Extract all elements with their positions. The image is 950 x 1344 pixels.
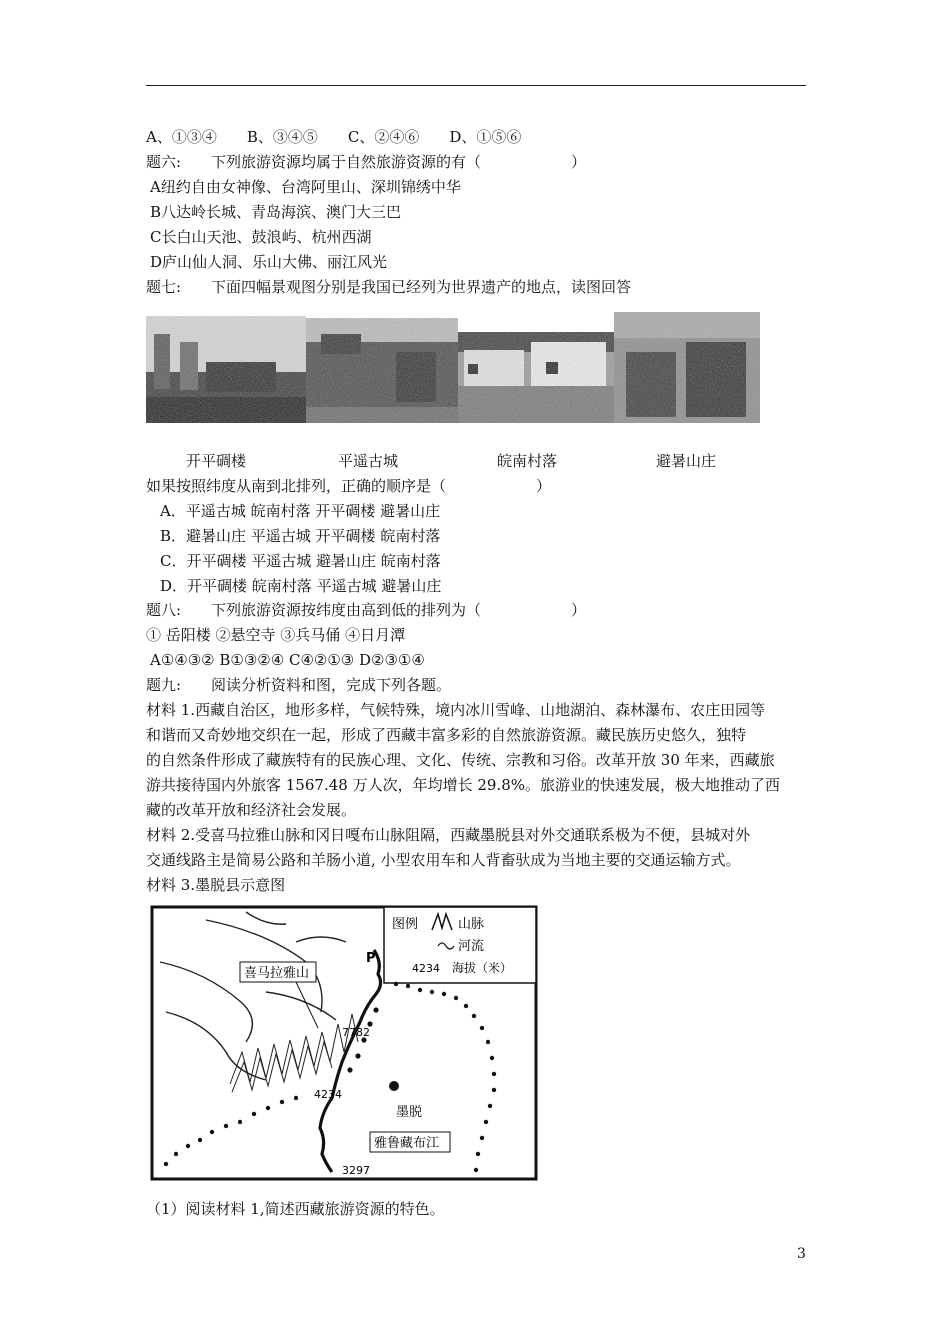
caption-bishu: 避暑山庄 [656, 452, 717, 470]
material2-line2: 交通线路主是简易公路和羊肠小道, 小型农用车和人背畜驮成为当地主要的交通运输方式。 [146, 851, 741, 869]
q6-stem: 题六: 下列旅游资源均属于自然旅游资源的有（ ） [146, 153, 587, 171]
q6-option-b: B八达岭长城、青岛海滨、澳门大三巴 [150, 203, 402, 221]
q9-sub1: （1）阅读材料 1,简述西藏旅游资源的特色。 [146, 1200, 445, 1218]
material1-line5: 藏的改革开放和经济社会发展。 [146, 801, 357, 819]
q7-option-a: A．平遥古城 皖南村落 开平碉楼 避暑山庄 [160, 502, 441, 520]
photo-pingyao [306, 318, 458, 423]
q9-stem: 题九: 阅读分析资料和图，完成下列各题。 [146, 676, 452, 694]
photo-wannan-village [458, 332, 614, 423]
legend-river-label: 河流 [458, 939, 485, 954]
photo-kaiping-diaolou [146, 316, 306, 423]
material1-line4: 游共接待国内外旅客 1567.48 万人次，年均增长 29.8%。旅游业的快速发展，极大地推动了西 [146, 776, 780, 794]
legend-elev-label: 海拔（米） [452, 961, 513, 975]
q7-question: 如果按照纬度从南到北排列，正确的顺序是（ ） [146, 477, 552, 495]
photo-bishu-shanzhuang [614, 312, 760, 423]
page-number: 3 [797, 1246, 806, 1262]
label-yarlung: 雅鲁藏布江 [374, 1136, 440, 1151]
material3-title: 材料 3.墨脱县示意图 [146, 876, 286, 894]
header-rule [146, 85, 806, 86]
label-medog: 墨脱 [396, 1105, 423, 1120]
elev-4234: 4234 [314, 1088, 342, 1101]
legend-mountain-label: 山脉 [458, 917, 485, 932]
q7-stem: 题七: 下面四幅景观图分别是我国已经列为世界遗产的地点，读图回答 [146, 278, 632, 296]
caption-wannan: 皖南村落 [497, 452, 558, 470]
medog-map [146, 902, 542, 1186]
material1-line2: 和谐而又奇妙地交织在一起，形成了西藏丰富多彩的自然旅游资源。藏民族历史悠久，独特 [146, 726, 747, 744]
q5-options: A、①③④ B、③④⑤ C、②④⑥ D、①⑤⑥ [146, 128, 522, 146]
elev-3297: 3297 [342, 1164, 370, 1177]
legend-title: 图例 [392, 917, 419, 932]
q6-option-c: C长白山天池、鼓浪屿、杭州西湖 [150, 228, 372, 246]
q6-option-a: A纽约自由女神像、台湾阿里山、深圳锦绣中华 [150, 178, 461, 196]
q8-stem: 题八: 下列旅游资源按纬度由高到低的排列为（ ） [146, 601, 587, 619]
q8-items: ① 岳阳楼 ②悬空寺 ③兵马俑 ④日月潭 [146, 626, 406, 644]
legend-elev-value: 4234 [412, 962, 440, 975]
q7-option-c: C．开平碉楼 平遥古城 避暑山庄 皖南村落 [160, 552, 441, 570]
q7-option-b: B．避暑山庄 平遥古城 开平碉楼 皖南村落 [160, 527, 441, 545]
material1-line3: 的自然条件形成了藏族特有的民族心理、文化、传统、宗教和习俗。改革开放 30 年来，西藏旅 [146, 751, 775, 769]
heritage-photos [146, 312, 760, 423]
caption-pingyao: 平遥古城 [338, 452, 399, 470]
caption-kaiping: 开平碉楼 [186, 452, 247, 470]
elev-7782: 7782 [342, 1026, 370, 1039]
medog-town-marker [389, 1081, 399, 1091]
q7-option-d: D．开平碉楼 皖南村落 平遥古城 避暑山庄 [160, 577, 442, 595]
q6-option-d: D庐山仙人洞、乐山大佛、丽江风光 [150, 253, 388, 271]
material2-line1: 材料 2.受喜马拉雅山脉和冈日嘎布山脉阻隔，西藏墨脱县对外交通联系极为不便，县城对外 [146, 826, 751, 844]
q8-options: A①④③② B①③②④ C④②①③ D②③①④ [150, 651, 425, 669]
label-p: P [366, 951, 376, 966]
label-himalaya: 喜马拉雅山 [244, 966, 310, 981]
material1-line1: 材料 1.西藏自治区，地形多样，气候特殊，境内冰川雪峰、山地湖泊、森林瀑布、农庄田园等 [146, 701, 766, 719]
